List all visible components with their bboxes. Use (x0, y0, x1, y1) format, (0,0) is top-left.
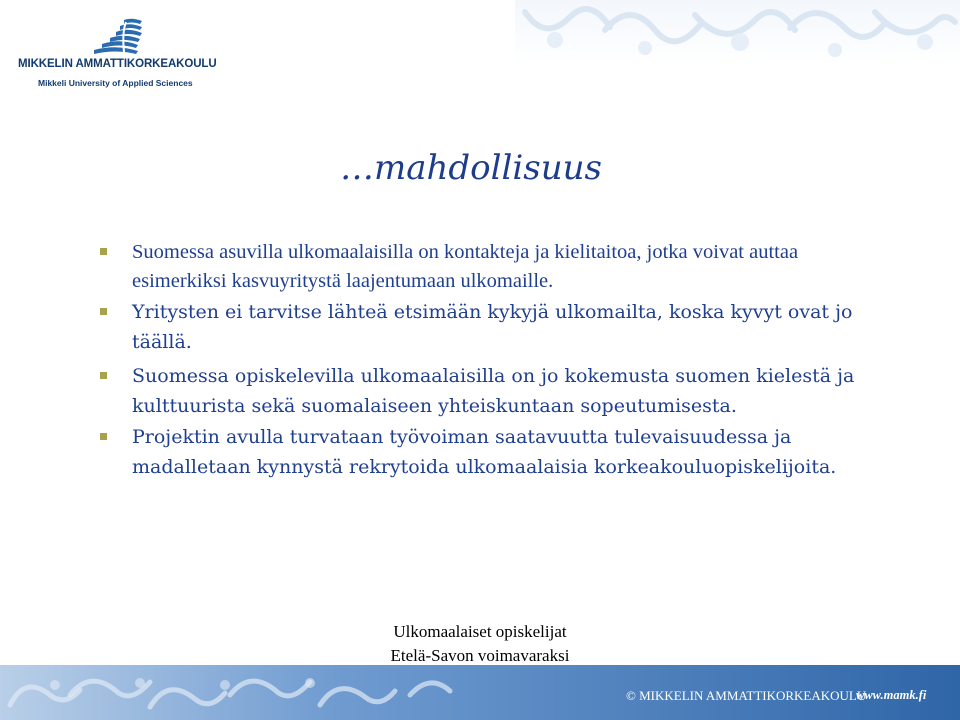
square-bullet-icon (100, 372, 107, 379)
list-item (96, 238, 856, 296)
wave-stripes-logo-icon (90, 18, 146, 56)
bullet-list (96, 238, 856, 482)
list-item (96, 362, 856, 421)
top-ornament (515, 0, 960, 66)
bullet-text: Suomessa asuvilla ulkomaalaisilla on kontakteja ja kielitaitoa, jotka voivat auttaa esimerkiksi kasvuyritystä laajentumaan ulkomaille. (132, 241, 799, 292)
footer-line-2: Etelä-Savon voimavaraksi (390, 646, 570, 665)
bullet-text: Suomessa opiskelevilla ulkomaalaisilla on jo kokemusta suomen kielestä ja kulttuurista sekä suomalaiseen yhteiskuntaan sopeutumisesta. (132, 365, 855, 417)
list-item (96, 423, 856, 482)
logo-name: MIKKELIN AMMATTIKORKEAKOULU (18, 58, 217, 70)
bullet-text: Projektin avulla turvataan työvoiman saatavuutta tulevaisuudessa ja madalletaan kynnystä rekrytoida ulkomaalaisia korkeakouluopiskelijoita. (132, 426, 837, 478)
footer-caption (0, 620, 960, 668)
list-item (96, 298, 856, 357)
square-bullet-icon (100, 433, 107, 440)
bullet-text: Yritysten ei tarvitse lähteä etsimään kykyjä ulkomailta, koska kyvyt ovat jo täällä. (132, 301, 853, 353)
logo-subtitle: Mikkeli University of Applied Sciences (38, 78, 193, 88)
slide-title: …mahdollisuus (340, 148, 602, 188)
logo (18, 16, 217, 96)
square-bullet-icon (100, 308, 107, 315)
footer-line-1: Ulkomaalaiset opiskelijat (393, 622, 567, 641)
website-link[interactable]: www.mamk.fi (856, 688, 927, 702)
copyright-text: © MIKKELIN AMMATTIKORKEAKOULU (626, 688, 867, 703)
square-bullet-icon (100, 248, 107, 255)
